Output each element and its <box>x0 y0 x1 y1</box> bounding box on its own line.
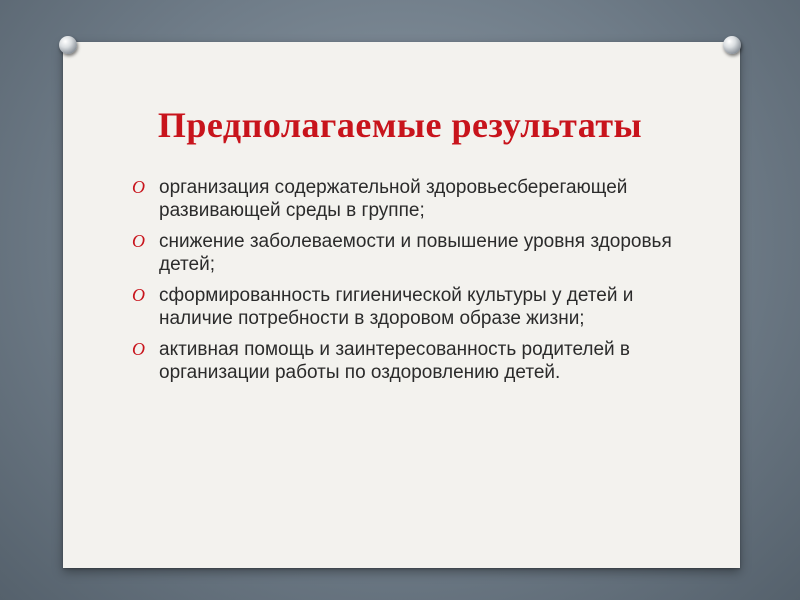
bullet-icon: O <box>132 285 145 305</box>
pushpin-icon <box>723 36 741 54</box>
bullet-icon: O <box>132 231 145 251</box>
list-item <box>132 176 692 222</box>
bullet-icon: O <box>132 177 145 197</box>
pushpin-icon <box>59 36 77 54</box>
results-list <box>132 176 692 392</box>
list-item-text: снижение заболеваемости и повышение уровня здоровья детей; <box>159 231 672 275</box>
list-item-text: организация содержательной здоровьесберегающей развивающей среды в группе; <box>159 177 628 221</box>
list-item-text: сформированность гигиенической культуры у детей и наличие потребности в здоровом образе жизни; <box>159 285 634 329</box>
list-item <box>132 338 692 384</box>
slide-title: Предполагаемые результаты <box>157 105 643 145</box>
bullet-icon: O <box>132 339 145 359</box>
list-item <box>132 284 692 330</box>
list-item-text: активная помощь и заинтересованность родителей в организации работы по оздоровлению детей. <box>159 339 631 383</box>
list-item <box>132 230 692 276</box>
